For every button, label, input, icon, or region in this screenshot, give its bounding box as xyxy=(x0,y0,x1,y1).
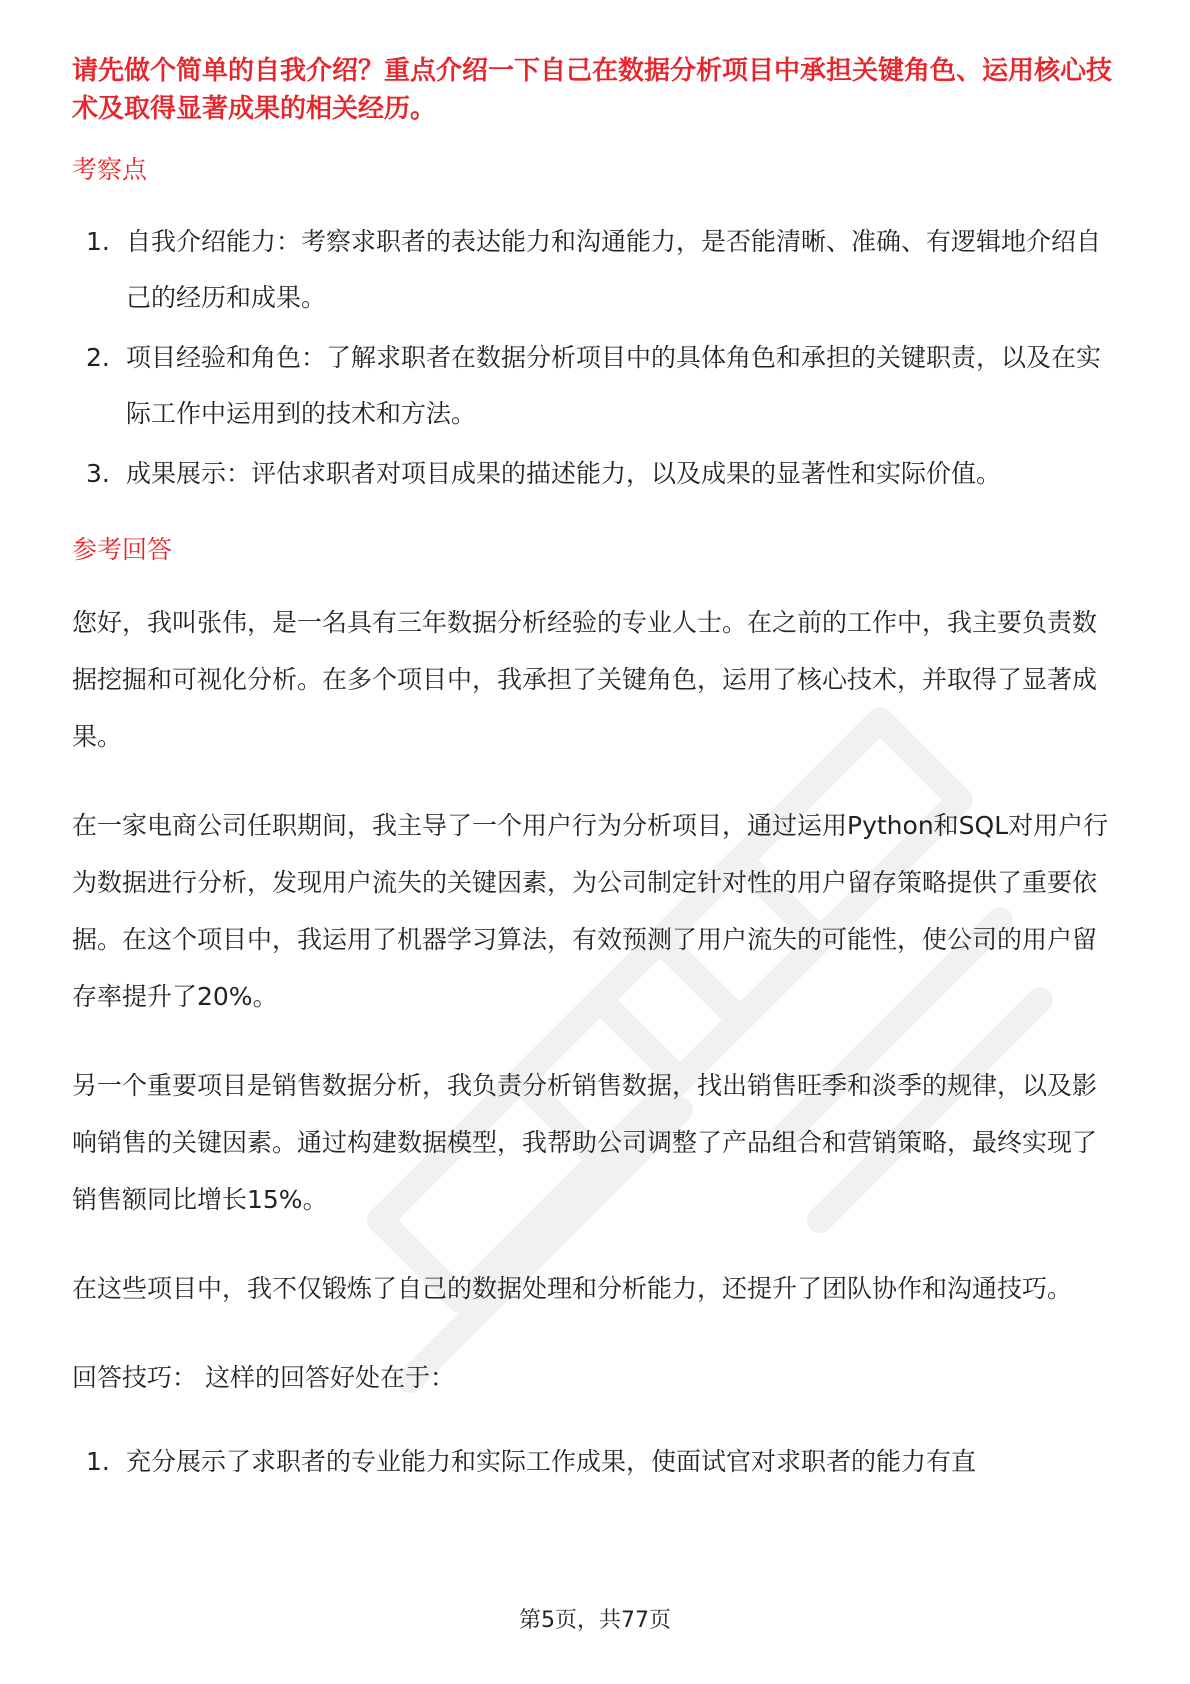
list-number: 1. xyxy=(86,227,110,256)
list-number: 1. xyxy=(86,1447,110,1476)
list-item xyxy=(72,214,1118,326)
list-item xyxy=(72,330,1118,442)
list-item-text: 项目经验和角色：了解求职者在数据分析项目中的具体角色和承担的关键职责，以及在实际工作中运用到的技术和方法。 xyxy=(126,343,1102,428)
list-item xyxy=(72,1434,1118,1490)
tips-intro: 回答技巧： 这样的回答好处在于： xyxy=(72,1363,455,1392)
assessment-list xyxy=(72,214,1118,502)
list-item-text: 成果展示：评估求职者对项目成果的描述能力，以及成果的显著性和实际价值。 xyxy=(126,459,1002,488)
answer-paragraph: 您好，我叫张伟，是一名具有三年数据分析经验的专业人士。在之前的工作中，我主要负责数据挖掘和可视化分析。在多个项目中，我承担了关键角色，运用了核心技术，并取得了显著成果。 xyxy=(72,608,1098,751)
list-item-text: 自我介绍能力：考察求职者的表达能力和沟通能力，是否能清晰、准确、有逻辑地介绍自己的经历和成果。 xyxy=(126,227,1102,312)
list-item-text: 充分展示了求职者的专业能力和实际工作成果，使面试官对求职者的能力有直 xyxy=(126,1447,977,1476)
assessment-heading: 考察点 xyxy=(72,155,148,184)
list-number: 2. xyxy=(86,343,110,372)
page-footer: 第5页，共77页 xyxy=(519,1608,671,1633)
tips-list xyxy=(72,1434,1118,1490)
question-title: 请先做个简单的自我介绍？重点介绍一下自己在数据分析项目中承担关键角色、运用核心技术及取得显著成果的相关经历。 xyxy=(72,56,1113,124)
list-item xyxy=(72,446,1118,502)
answer-paragraph: 另一个重要项目是销售数据分析，我负责分析销售数据，找出销售旺季和淡季的规律，以及影响销售的关键因素。通过构建数据模型，我帮助公司调整了产品组合和营销策略，最终实现了销售额同比增长15%。 xyxy=(72,1071,1098,1214)
list-number: 3. xyxy=(86,459,110,488)
answer-paragraph: 在这些项目中，我不仅锻炼了自己的数据处理和分析能力，还提升了团队协作和沟通技巧。 xyxy=(72,1274,1073,1303)
answer-paragraph: 在一家电商公司任职期间，我主导了一个用户行为分析项目，通过运用Python和SQL对用户行为数据进行分析，发现用户流失的关键因素，为公司制定针对性的用户留存策略提供了重要依据。在这个项目中，我运用了机器学习算法，有效预测了用户流失的可能性，使公司的用户留存率提升了20%。 xyxy=(72,811,1109,1011)
reference-heading: 参考回答 xyxy=(72,535,173,564)
